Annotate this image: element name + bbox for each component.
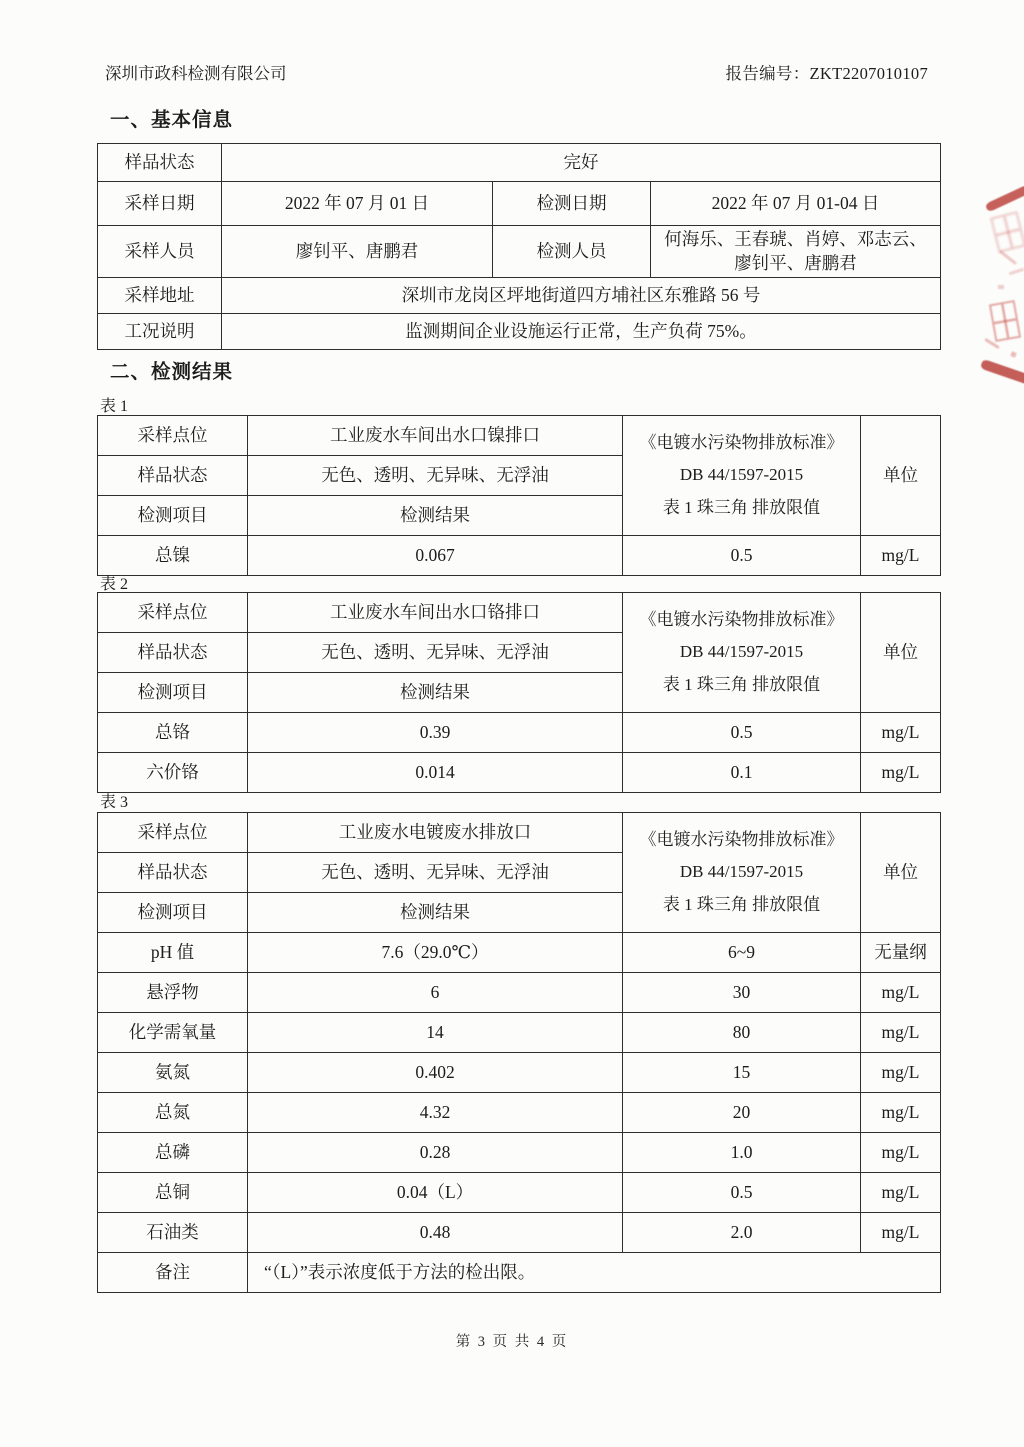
analyte-limit-cell: 20: [623, 1093, 861, 1133]
table-row: [98, 593, 941, 633]
seal-stroke: [1009, 268, 1024, 275]
analyte-unit-cell: mg/L: [861, 713, 941, 753]
analyte-result-cell: 0.402: [248, 1053, 623, 1093]
item-label-cell: 检测项目: [98, 673, 248, 713]
test-staff-label-cell: 检测人员: [493, 226, 651, 278]
analyte-limit-cell: 0.1: [623, 753, 861, 793]
result-row: [98, 536, 941, 576]
standard-line2: DB 44/1597-2015: [679, 465, 804, 485]
analyte-unit-cell: mg/L: [861, 1173, 941, 1213]
analyte-limit-cell: 0.5: [623, 713, 861, 753]
result-row: [98, 1133, 941, 1173]
analyte-unit-cell: mg/L: [861, 1133, 941, 1173]
unit-header-cell: 单位: [861, 593, 941, 713]
unit-header-cell: 单位: [861, 416, 941, 536]
point-label-cell: 采样点位: [98, 813, 248, 853]
analyte-result-cell: 0.014: [248, 753, 623, 793]
analyte-name-cell: pH 值: [98, 933, 248, 973]
condition-value-cell: 监测期间企业设施运行正常，生产负荷 75%。: [222, 314, 941, 350]
item-value-cell: 检测结果: [248, 893, 623, 933]
standard-cell: [623, 813, 861, 933]
analyte-limit-cell: 1.0: [623, 1133, 861, 1173]
analyte-name-cell: 总铜: [98, 1173, 248, 1213]
analyte-name-cell: 悬浮物: [98, 973, 248, 1013]
analyte-unit-cell: 无量纲: [861, 933, 941, 973]
analyte-name-cell: 总氮: [98, 1093, 248, 1133]
analyte-name-cell: 石油类: [98, 1213, 248, 1253]
page-number-footer: 第 3 页 共 4 页: [455, 1334, 569, 1350]
analyte-limit-cell: 0.5: [623, 536, 861, 576]
table2-label: 表 2: [100, 576, 129, 593]
result-table-1: [97, 415, 941, 576]
report-number: 报告编号：ZKT2207010107: [725, 64, 928, 83]
analyte-limit-cell: 6~9: [623, 933, 861, 973]
analyte-unit-cell: mg/L: [861, 1213, 941, 1253]
analyte-result-cell: 0.48: [248, 1213, 623, 1253]
standard-cell: [623, 593, 861, 713]
analyte-limit-cell: 2.0: [623, 1213, 861, 1253]
result-row: [98, 933, 941, 973]
standard-line3: 表 1 珠三角 排放限值: [662, 497, 821, 517]
table-row: [98, 278, 941, 314]
sampling-date-value-cell: 2022 年 07 月 01 日: [222, 182, 493, 226]
remark-label-cell: 备注: [98, 1253, 248, 1293]
analyte-result-cell: 14: [248, 1013, 623, 1053]
standard-line1: 《电镀水污染物排放标准》: [639, 433, 844, 453]
analyte-result-cell: 0.067: [248, 536, 623, 576]
company-name: 深圳市政科检测有限公司: [105, 64, 287, 83]
seal-stroke: [998, 285, 1004, 289]
sampling-date-label-cell: 采样日期: [98, 182, 222, 226]
result-row: [98, 1053, 941, 1093]
point-label-cell: 采样点位: [98, 416, 248, 456]
status-label-cell: 样品状态: [98, 456, 248, 496]
unit-header-cell: 单位: [861, 813, 941, 933]
analyte-name-cell: 六价铬: [98, 753, 248, 793]
analyte-unit-cell: mg/L: [861, 973, 941, 1013]
item-value-cell: 检测结果: [248, 496, 623, 536]
table-row: [98, 182, 941, 226]
section-title-results: 二、检测结果: [110, 361, 234, 383]
result-row: [98, 753, 941, 793]
table-row: [98, 314, 941, 350]
sampling-staff-label-cell: 采样人员: [98, 226, 222, 278]
address-label-cell: 采样地址: [98, 278, 222, 314]
analyte-result-cell: 0.28: [248, 1133, 623, 1173]
item-value-cell: 检测结果: [248, 673, 623, 713]
analyte-name-cell: 氨氮: [98, 1053, 248, 1093]
item-label-cell: 检测项目: [98, 893, 248, 933]
standard-line3: 表 1 珠三角 排放限值: [662, 674, 821, 694]
result-table-2: [97, 592, 941, 793]
status-value-cell: 无色、透明、无异味、无浮油: [248, 853, 623, 893]
table-row: [98, 416, 941, 456]
analyte-limit-cell: 80: [623, 1013, 861, 1053]
analyte-result-cell: 4.32: [248, 1093, 623, 1133]
analyte-limit-cell: 15: [623, 1053, 861, 1093]
seal-faint-character: [990, 211, 1024, 253]
test-date-label-cell: 检测日期: [493, 182, 651, 226]
status-label-cell: 样品状态: [98, 853, 248, 893]
result-row: [98, 1013, 941, 1053]
analyte-unit-cell: mg/L: [861, 753, 941, 793]
address-value-cell: 深圳市龙岗区坪地街道四方埔社区东雅路 56 号: [222, 278, 941, 314]
analyte-limit-cell: 30: [623, 973, 861, 1013]
seal-stroke: [1010, 351, 1016, 357]
analyte-unit-cell: mg/L: [861, 1093, 941, 1133]
analyte-result-cell: 0.39: [248, 713, 623, 753]
red-seal-stamp-fragment: [966, 186, 1024, 400]
result-row: [98, 1213, 941, 1253]
result-row: [98, 973, 941, 1013]
analyte-name-cell: 总镍: [98, 536, 248, 576]
table1-label: 表 1: [100, 398, 129, 415]
analyte-result-cell: 6: [248, 973, 623, 1013]
standard-cell: [623, 416, 861, 536]
section-title-basic-info: 一、基本信息: [110, 109, 234, 131]
point-value-cell: 工业废水车间出水口镍排口: [248, 416, 623, 456]
point-value-cell: 工业废水电镀废水排放口: [248, 813, 623, 853]
seal-stroke: [999, 250, 1017, 265]
status-value-cell: 无色、透明、无异味、无浮油: [248, 456, 623, 496]
result-row: [98, 713, 941, 753]
standard-line1: 《电镀水污染物排放标准》: [639, 830, 844, 850]
table-row: [98, 226, 941, 278]
document-header: [105, 60, 928, 84]
analyte-unit-cell: mg/L: [861, 536, 941, 576]
analyte-limit-cell: 0.5: [623, 1173, 861, 1213]
analyte-name-cell: 总磷: [98, 1133, 248, 1173]
remark-row: [98, 1253, 941, 1293]
analyte-result-cell: 0.04（L）: [248, 1173, 623, 1213]
table3-label: 表 3: [100, 794, 129, 811]
condition-label-cell: 工况说明: [98, 314, 222, 350]
seal-stroke: [984, 338, 999, 349]
standard-line1: 《电镀水污染物排放标准》: [639, 610, 844, 630]
analyte-unit-cell: mg/L: [861, 1013, 941, 1053]
result-table-3: [97, 812, 941, 1293]
analyte-name-cell: 总铬: [98, 713, 248, 753]
point-value-cell: 工业废水车间出水口铬排口: [248, 593, 623, 633]
analyte-name-cell: 化学需氧量: [98, 1013, 248, 1053]
item-label-cell: 检测项目: [98, 496, 248, 536]
status-label-cell: 样品状态: [98, 633, 248, 673]
seal-faint-character: [989, 300, 1021, 342]
status-value-cell: 无色、透明、无异味、无浮油: [248, 633, 623, 673]
analyte-unit-cell: mg/L: [861, 1053, 941, 1093]
point-label-cell: 采样点位: [98, 593, 248, 633]
test-date-value-cell: 2022 年 07 月 01-04 日: [651, 182, 941, 226]
result-row: [98, 1093, 941, 1133]
sampling-staff-value-cell: 廖钊平、唐鹏君: [222, 226, 493, 278]
table-row: [98, 144, 941, 182]
standard-line2: DB 44/1597-2015: [679, 642, 804, 662]
seal-arc-top: [985, 186, 1024, 212]
test-staff-value-cell: 何海乐、王春琥、肖婷、邓志云、廖钊平、唐鹏君: [651, 226, 941, 278]
standard-line2: DB 44/1597-2015: [679, 862, 804, 882]
basic-info-table: [97, 143, 941, 350]
sample-status-label-cell: 样品状态: [98, 144, 222, 182]
result-row: [98, 1173, 941, 1213]
table-row: [98, 813, 941, 853]
analyte-result-cell: 7.6（29.0℃）: [248, 933, 623, 973]
seal-arc-bottom: [980, 359, 1024, 387]
standard-line3: 表 1 珠三角 排放限值: [662, 894, 821, 914]
sample-status-value-cell: 完好: [222, 144, 941, 182]
remark-value-cell: “（L）”表示浓度低于方法的检出限。: [248, 1253, 941, 1293]
